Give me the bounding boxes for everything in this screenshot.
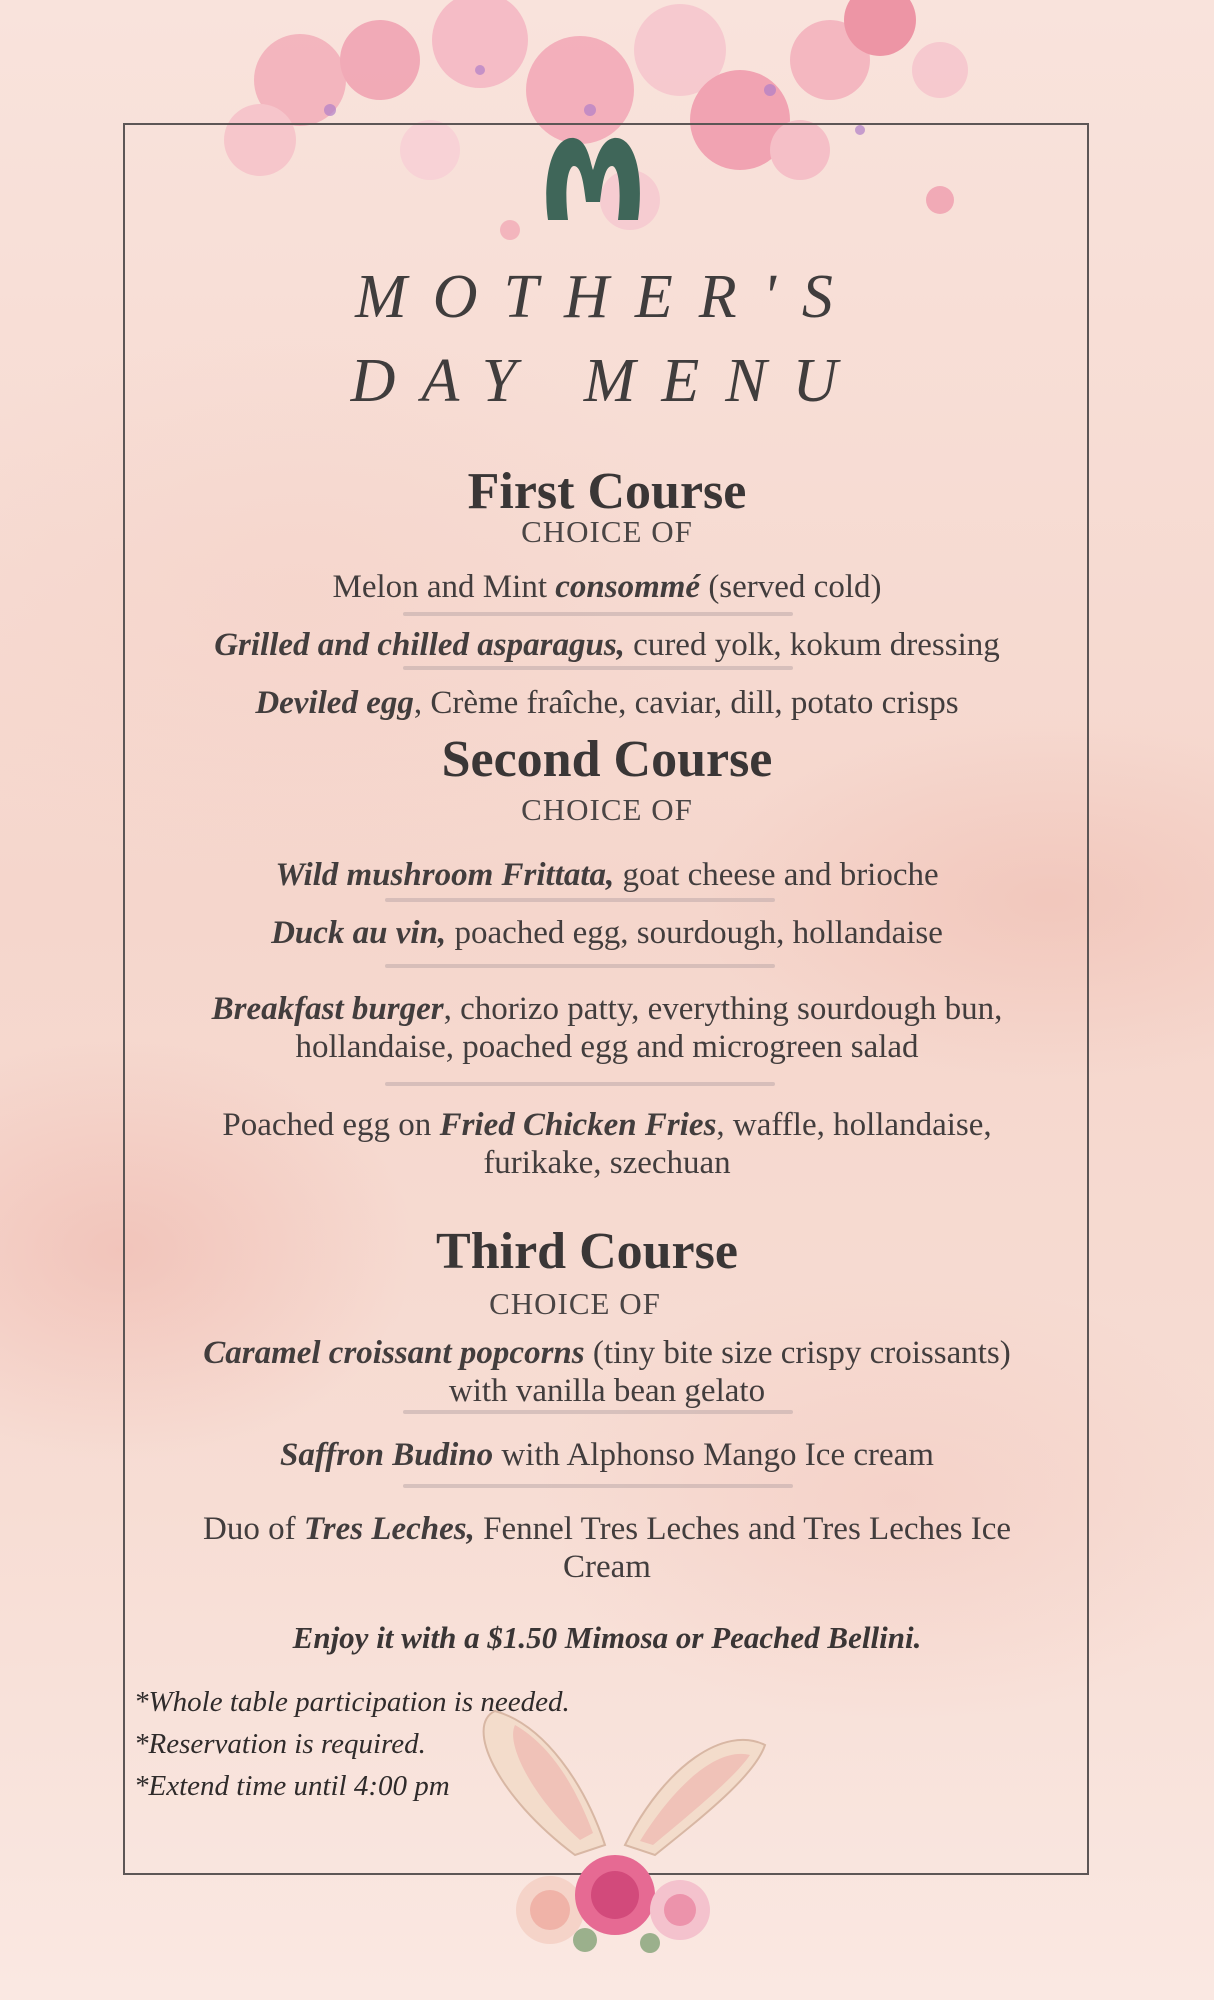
menu-item: Duo of Tres Leches, Fennel Tres Leches and Tres Leches Ice Cream bbox=[202, 1511, 1012, 1585]
divider bbox=[385, 898, 775, 902]
note-line: *Reservation is required. bbox=[134, 1728, 426, 1760]
divider bbox=[403, 1410, 793, 1414]
menu-title-line-2: DAY MENU bbox=[350, 347, 864, 415]
drink-offer: Enjoy it with a $1.50 Mimosa or Peached Bellini. bbox=[292, 1620, 922, 1655]
menu-item: Poached egg on Fried Chicken Fries, waffle, hollandaise, furikake, szechuan bbox=[222, 1107, 992, 1181]
third-course-heading: Third Course bbox=[436, 1223, 738, 1280]
divider bbox=[403, 666, 793, 670]
menu-item: Wild mushroom Frittata, goat cheese and brioche bbox=[275, 857, 939, 893]
menu-title-line-1: MOTHER'S bbox=[355, 263, 859, 331]
first-course-choice-label: CHOICE OF bbox=[521, 514, 693, 549]
note-line: *Extend time until 4:00 pm bbox=[134, 1770, 450, 1802]
menu-item: Caramel croissant popcorns (tiny bite size crispy croissants) with vanilla bean gelato bbox=[203, 1335, 1011, 1409]
menu-item: Deviled egg, Crème fraîche, caviar, dill, potato crisps bbox=[255, 685, 959, 721]
menu-item: Grilled and chilled asparagus, cured yolk, kokum dressing bbox=[214, 627, 1000, 663]
divider bbox=[403, 612, 793, 616]
first-course-heading: First Course bbox=[467, 463, 747, 520]
menu-item: Melon and Mint consommé (served cold) bbox=[332, 569, 882, 605]
divider bbox=[403, 1484, 793, 1488]
third-course-choice-label: CHOICE OF bbox=[489, 1286, 661, 1321]
menu-item: Duck au vin, poached egg, sourdough, hollandaise bbox=[271, 915, 943, 951]
bunny-ears-flower-icon bbox=[455, 1705, 775, 1960]
divider bbox=[385, 964, 775, 968]
menu-item: Breakfast burger, chorizo patty, everything sourdough bun, hollandaise, poached egg and microgreen salad bbox=[211, 991, 1003, 1065]
note-line: *Whole table participation is needed. bbox=[134, 1686, 570, 1718]
second-course-choice-label: CHOICE OF bbox=[521, 792, 693, 827]
menu-item: Saffron Budino with Alphonso Mango Ice cream bbox=[280, 1437, 934, 1473]
divider bbox=[385, 1082, 775, 1086]
second-course-heading: Second Course bbox=[441, 731, 773, 788]
restaurant-logo-icon bbox=[538, 128, 648, 228]
